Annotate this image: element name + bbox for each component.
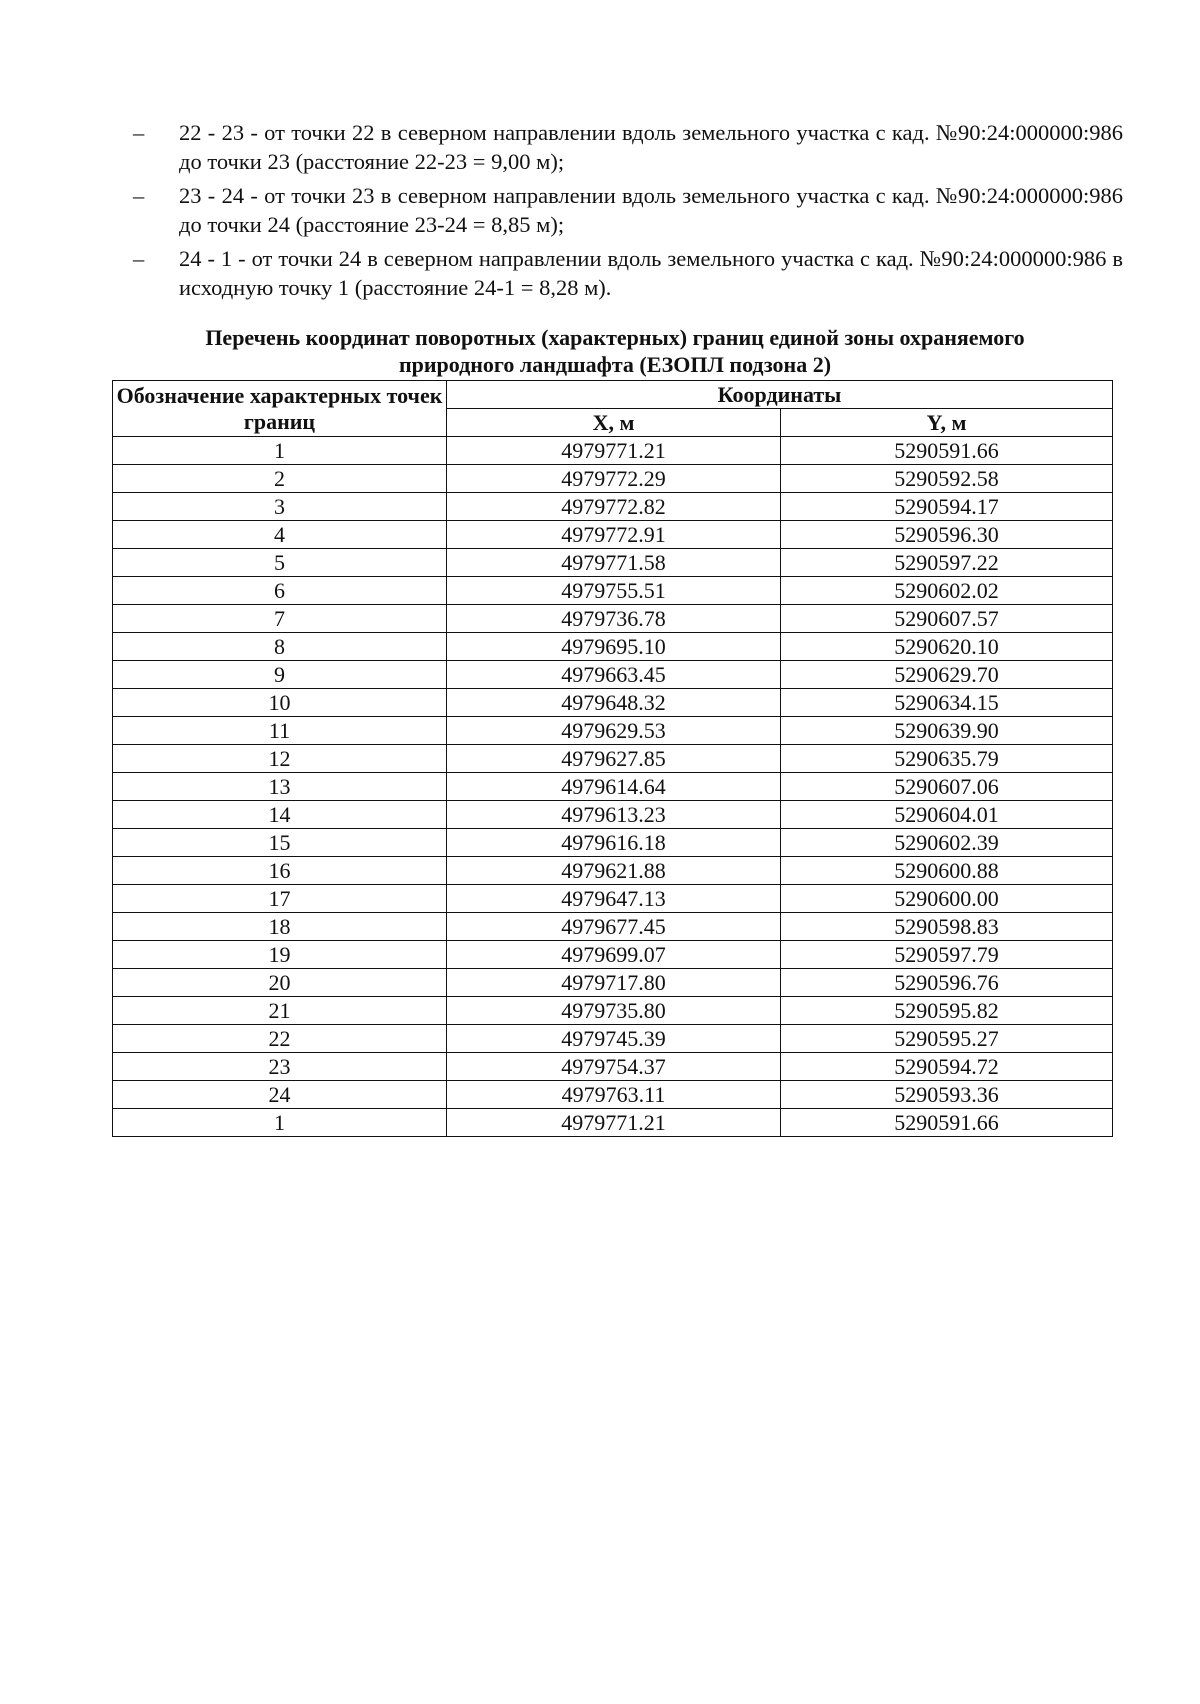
x-coordinate-cell: 4979735.80 <box>447 997 781 1025</box>
point-cell: 11 <box>113 717 447 745</box>
table-row <box>113 969 1113 997</box>
bullet-dash: – <box>133 183 145 208</box>
coordinates-table-body <box>113 437 1113 1137</box>
y-coordinate-cell: 5290595.82 <box>781 997 1113 1025</box>
table-row <box>113 633 1113 661</box>
table-row <box>113 549 1113 577</box>
table-title-line-2: природного ландшафта (ЕЗОПЛ подзона 2) <box>398 352 832 377</box>
bullet-dash: – <box>133 246 145 271</box>
y-coordinate-cell: 5290620.10 <box>781 633 1113 661</box>
y-coordinate-cell: 5290607.06 <box>781 773 1113 801</box>
x-coordinate-cell: 4979613.23 <box>447 801 781 829</box>
y-coordinate-cell: 5290591.66 <box>781 437 1113 465</box>
x-coordinate-cell: 4979771.58 <box>447 549 781 577</box>
point-cell: 5 <box>113 549 447 577</box>
x-coordinate-cell: 4979699.07 <box>447 941 781 969</box>
y-coordinate-cell: 5290600.88 <box>781 857 1113 885</box>
list-item <box>133 181 1123 239</box>
table-header-row <box>113 381 1113 409</box>
point-cell: 8 <box>113 633 447 661</box>
table-row <box>113 1109 1113 1137</box>
table-row <box>113 465 1113 493</box>
table-row <box>113 857 1113 885</box>
header-x: X, м <box>447 409 781 437</box>
bullet-dash: – <box>133 120 145 145</box>
x-coordinate-cell: 4979614.64 <box>447 773 781 801</box>
point-cell: 4 <box>113 521 447 549</box>
x-coordinate-cell: 4979772.29 <box>447 465 781 493</box>
table-row <box>113 717 1113 745</box>
y-coordinate-cell: 5290602.02 <box>781 577 1113 605</box>
point-cell: 12 <box>113 745 447 773</box>
y-coordinate-cell: 5290598.83 <box>781 913 1113 941</box>
x-coordinate-cell: 4979755.51 <box>447 577 781 605</box>
y-coordinate-cell: 5290635.79 <box>781 745 1113 773</box>
x-coordinate-cell: 4979663.45 <box>447 661 781 689</box>
table-row <box>113 773 1113 801</box>
x-coordinate-cell: 4979745.39 <box>447 1025 781 1053</box>
list-item <box>133 244 1123 302</box>
x-coordinate-cell: 4979754.37 <box>447 1053 781 1081</box>
table-row <box>113 437 1113 465</box>
table-title <box>110 324 1120 378</box>
list-item <box>133 118 1123 176</box>
y-coordinate-cell: 5290597.22 <box>781 549 1113 577</box>
coordinates-table <box>112 380 1113 1137</box>
y-coordinate-cell: 5290596.76 <box>781 969 1113 997</box>
point-cell: 17 <box>113 885 447 913</box>
point-cell: 1 <box>113 1109 447 1137</box>
table-title-line-1: Перечень координат поворотных (характерных) границ единой зоны охраняемого <box>205 325 1025 350</box>
bullet-text: 23 - 24 - от точки 23 в северном направлении вдоль земельного участка с кад. №90:24:000000:986 до точки 24 (расстояние 23-24 = 8,85 м); <box>179 183 1123 237</box>
bullet-text: 24 - 1 - от точки 24 в северном направлении вдоль земельного участка с кад. №90:24:000000:986 в исходную точку 1 (расстояние 24-1 = 8,28 м). <box>179 246 1123 300</box>
y-coordinate-cell: 5290629.70 <box>781 661 1113 689</box>
point-cell: 22 <box>113 1025 447 1053</box>
header-y: Y, м <box>781 409 1113 437</box>
y-coordinate-cell: 5290594.17 <box>781 493 1113 521</box>
x-coordinate-cell: 4979677.45 <box>447 913 781 941</box>
table-row <box>113 521 1113 549</box>
header-point-designation: Обозначение характерных точек границ <box>113 381 447 437</box>
table-row <box>113 661 1113 689</box>
table-row <box>113 745 1113 773</box>
x-coordinate-cell: 4979629.53 <box>447 717 781 745</box>
table-row <box>113 997 1113 1025</box>
y-coordinate-cell: 5290597.79 <box>781 941 1113 969</box>
x-coordinate-cell: 4979772.82 <box>447 493 781 521</box>
y-coordinate-cell: 5290595.27 <box>781 1025 1113 1053</box>
point-cell: 6 <box>113 577 447 605</box>
table-row <box>113 1053 1113 1081</box>
point-cell: 23 <box>113 1053 447 1081</box>
x-coordinate-cell: 4979621.88 <box>447 857 781 885</box>
point-cell: 9 <box>113 661 447 689</box>
point-cell: 13 <box>113 773 447 801</box>
point-cell: 24 <box>113 1081 447 1109</box>
table-row <box>113 941 1113 969</box>
x-coordinate-cell: 4979627.85 <box>447 745 781 773</box>
y-coordinate-cell: 5290592.58 <box>781 465 1113 493</box>
x-coordinate-cell: 4979648.32 <box>447 689 781 717</box>
y-coordinate-cell: 5290604.01 <box>781 801 1113 829</box>
table-row <box>113 577 1113 605</box>
y-coordinate-cell: 5290634.15 <box>781 689 1113 717</box>
point-cell: 15 <box>113 829 447 857</box>
table-row <box>113 885 1113 913</box>
x-coordinate-cell: 4979763.11 <box>447 1081 781 1109</box>
table-row <box>113 1025 1113 1053</box>
bullet-text: 22 - 23 - от точки 22 в северном направлении вдоль земельного участка с кад. №90:24:000000:986 до точки 23 (расстояние 22-23 = 9,00 м); <box>179 120 1123 174</box>
x-coordinate-cell: 4979772.91 <box>447 521 781 549</box>
table-row <box>113 913 1113 941</box>
point-cell: 20 <box>113 969 447 997</box>
y-coordinate-cell: 5290600.00 <box>781 885 1113 913</box>
table-row <box>113 605 1113 633</box>
y-coordinate-cell: 5290596.30 <box>781 521 1113 549</box>
x-coordinate-cell: 4979695.10 <box>447 633 781 661</box>
x-coordinate-cell: 4979616.18 <box>447 829 781 857</box>
point-cell: 10 <box>113 689 447 717</box>
y-coordinate-cell: 5290607.57 <box>781 605 1113 633</box>
header-coordinates: Координаты <box>447 381 1113 409</box>
x-coordinate-cell: 4979647.13 <box>447 885 781 913</box>
table-row <box>113 689 1113 717</box>
x-coordinate-cell: 4979771.21 <box>447 437 781 465</box>
table-row <box>113 829 1113 857</box>
point-cell: 21 <box>113 997 447 1025</box>
y-coordinate-cell: 5290594.72 <box>781 1053 1113 1081</box>
table-row <box>113 1081 1113 1109</box>
point-cell: 3 <box>113 493 447 521</box>
y-coordinate-cell: 5290602.39 <box>781 829 1113 857</box>
point-cell: 1 <box>113 437 447 465</box>
y-coordinate-cell: 5290639.90 <box>781 717 1113 745</box>
point-cell: 19 <box>113 941 447 969</box>
point-cell: 7 <box>113 605 447 633</box>
x-coordinate-cell: 4979771.21 <box>447 1109 781 1137</box>
table-row <box>113 493 1113 521</box>
point-cell: 16 <box>113 857 447 885</box>
point-cell: 18 <box>113 913 447 941</box>
point-cell: 14 <box>113 801 447 829</box>
boundary-description-list <box>133 118 1123 307</box>
point-cell: 2 <box>113 465 447 493</box>
y-coordinate-cell: 5290593.36 <box>781 1081 1113 1109</box>
table-row <box>113 801 1113 829</box>
x-coordinate-cell: 4979736.78 <box>447 605 781 633</box>
y-coordinate-cell: 5290591.66 <box>781 1109 1113 1137</box>
x-coordinate-cell: 4979717.80 <box>447 969 781 997</box>
